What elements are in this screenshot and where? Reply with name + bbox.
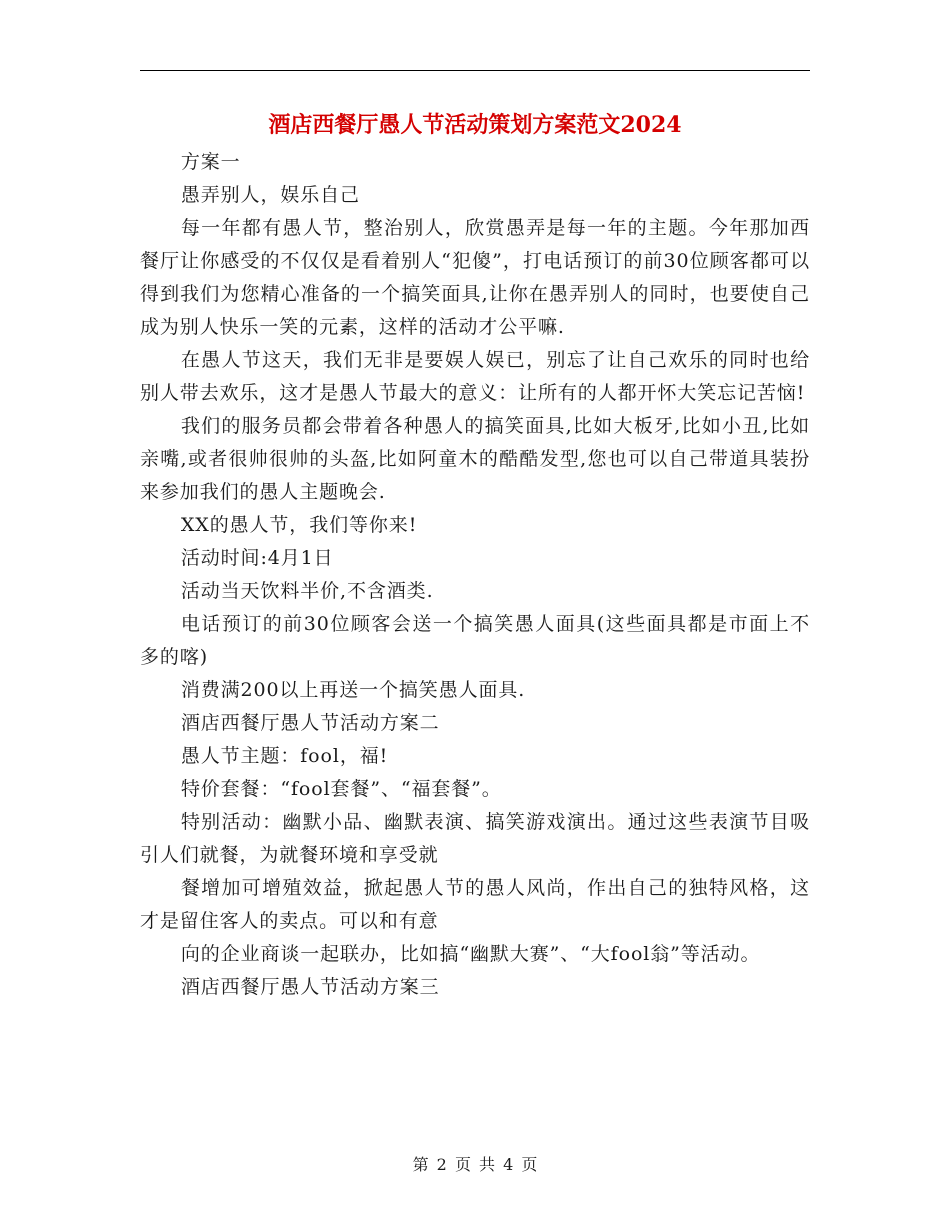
paragraph-plan-two-heading: 酒店西餐厅愚人节活动方案二 [180, 712, 440, 734]
paragraph-theme: 愚人节主题：fool，福! [180, 745, 389, 767]
paragraph-benefits: 餐增加可增殖效益，掀起愚人节的愚人风尚，作出自己的独特风格，这才是留住客人的卖点。可以和有意 [140, 877, 810, 932]
header-rule [140, 70, 810, 71]
paragraph-spend-offer: 消费满200以上再送一个搞笑愚人面具. [180, 679, 526, 701]
paragraph-event-time: 活动时间:4月1日 [180, 547, 334, 569]
paragraph-drinks-offer: 活动当天饮料半价,不含酒类. [180, 580, 434, 602]
paragraph-meaning: 在愚人节这天，我们无非是要娱人娱已，别忘了让自己欢乐的同时也给别人带去欢乐，这才是愚人节最大的意义：让所有的人都开怀大笑忘记苦恼! [140, 349, 810, 404]
paragraph-special-activities: 特别活动：幽默小品、幽默表演、搞笑游戏演出。通过这些表演节目吸引人们就餐，为就餐环境和享受就 [140, 811, 810, 866]
paragraph-plan-one-heading: 方案一 [180, 151, 241, 173]
paragraph-intro: 每一年都有愚人节，整治别人，欣赏愚弄是每一年的主题。今年那加西餐厅让你感受的不仅仅是看着别人“犯傻”，打电话预订的前30位顾客都可以得到我们为您精心准备的一个搞笑面具,让你在愚弄别人的同时，也要使自己成为别人快乐一笑的元素，这样的活动才公平嘛. [140, 217, 810, 338]
paragraph-staff-masks: 我们的服务员都会带着各种愚人的搞笑面具,比如大板牙,比如小丑,比如亲嘴,或者很帅很帅的头盔,比如阿童木的酷酷发型,您也可以自己带道具装扮来参加我们的愚人主题晚会. [140, 415, 810, 503]
document-body [140, 146, 810, 1004]
paragraph-plan-three-heading: 酒店西餐厅愚人节活动方案三 [180, 976, 440, 998]
paragraph-special-set: 特价套餐：“fool套餐”、“福套餐”。 [180, 778, 502, 800]
paragraph-invitation: XX的愚人节，我们等你来! [180, 514, 418, 536]
paragraph-partnership: 向的企业商谈一起联办，比如搞“幽默大赛”、“大fool翁”等活动。 [180, 943, 761, 965]
paragraph-slogan: 愚弄别人，娱乐自己 [180, 184, 360, 206]
paragraph-phone-booking: 电话预订的前30位顾客会送一个搞笑愚人面具(这些面具都是市面上不多的喀) [140, 613, 810, 668]
page-number: 第 2 页 共 4 页 [412, 1155, 538, 1174]
document-title: 酒店西餐厅愚人节活动策划方案范文2024 [268, 112, 682, 138]
